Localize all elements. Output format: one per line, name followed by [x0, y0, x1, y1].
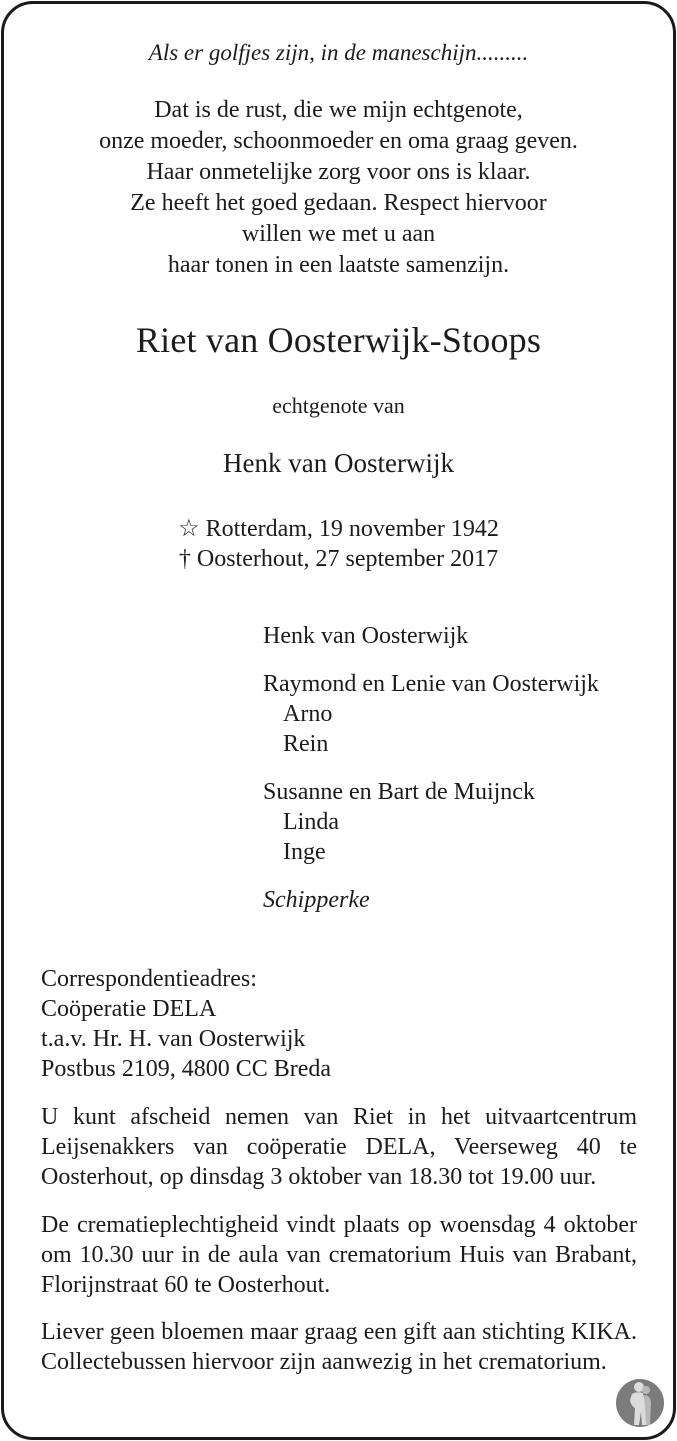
poem-line: Ze heeft het goed gedaan. Respect hiervoor: [130, 190, 547, 216]
poem-line: Dat is de rust, die we mijn echtgenote,: [154, 97, 523, 123]
spouse-label: echtgenote van: [272, 393, 405, 418]
correspondence-label: Correspondentieadres:: [41, 966, 257, 992]
address-line: t.a.v. Hr. H. van Oosterwijk: [41, 1026, 306, 1052]
birth-text: Rotterdam, 19 november 1942: [205, 516, 499, 542]
poem-line: willen we met u aan: [241, 221, 436, 247]
spouse-name: Henk van Oosterwijk: [223, 448, 454, 478]
family-parents: Raymond en Lenie van Oosterwijk: [263, 671, 599, 697]
family-child: Inge: [283, 839, 326, 865]
family-child: Rein: [283, 731, 329, 757]
poem: [4, 95, 673, 281]
poem-line: haar tonen in een laatste samenzijn.: [167, 252, 510, 278]
death-line: [4, 544, 673, 574]
family-spouse: Henk van Oosterwijk: [263, 623, 469, 649]
correspondence-address: [41, 964, 637, 1084]
ceremony-paragraph: De crematieplechtigheid vindt plaats op woensdag 4 oktober om 10.30 uur in de aula van crematorium Huis van Brabant, Florijnstraat 60 te Oosterhout.: [41, 1212, 637, 1298]
deceased-name: Riet van Oosterwijk-Stoops: [135, 320, 542, 360]
address-line: Postbus 2109, 4800 CC Breda: [41, 1056, 332, 1082]
family-group-1: [263, 669, 599, 759]
family-pet: Schipperke: [263, 887, 370, 913]
poem-line: onze moeder, schoonmoeder en oma graag geven.: [99, 128, 578, 154]
life-dates: [4, 514, 673, 574]
dela-logo-icon: [615, 1378, 665, 1428]
donation-paragraph: Liever geen bloemen maar graag een gift aan stichting KIKA. Collectebussen hiervoor zijn aanwezig in het crematorium.: [41, 1319, 637, 1375]
family-parents: Susanne en Bart de Muijnck: [263, 779, 535, 805]
poem-line: Haar onmetelijke zorg voor ons is klaar.: [146, 159, 531, 185]
family-group-2: [263, 777, 535, 867]
family-child: Linda: [283, 809, 339, 835]
obituary-card: [1, 1, 676, 1440]
address-line: Coöperatie DELA: [41, 996, 217, 1022]
death-text: Oosterhout, 27 september 2017: [196, 546, 499, 572]
cross-icon: †: [178, 546, 191, 572]
star-icon: ☆: [178, 516, 200, 542]
family-child: Arno: [283, 701, 333, 727]
farewell-paragraph: U kunt afscheid nemen van Riet in het uitvaartcentrum Leijsenakkers van coöperatie DELA, Veerseweg 40 te Oosterhout, op dinsdag 3 oktober van 18.30 tot 19.00 uur.: [41, 1104, 637, 1190]
birth-line: [4, 514, 673, 544]
motto: Als er golfjes zijn, in de maneschijn.........: [148, 40, 529, 65]
